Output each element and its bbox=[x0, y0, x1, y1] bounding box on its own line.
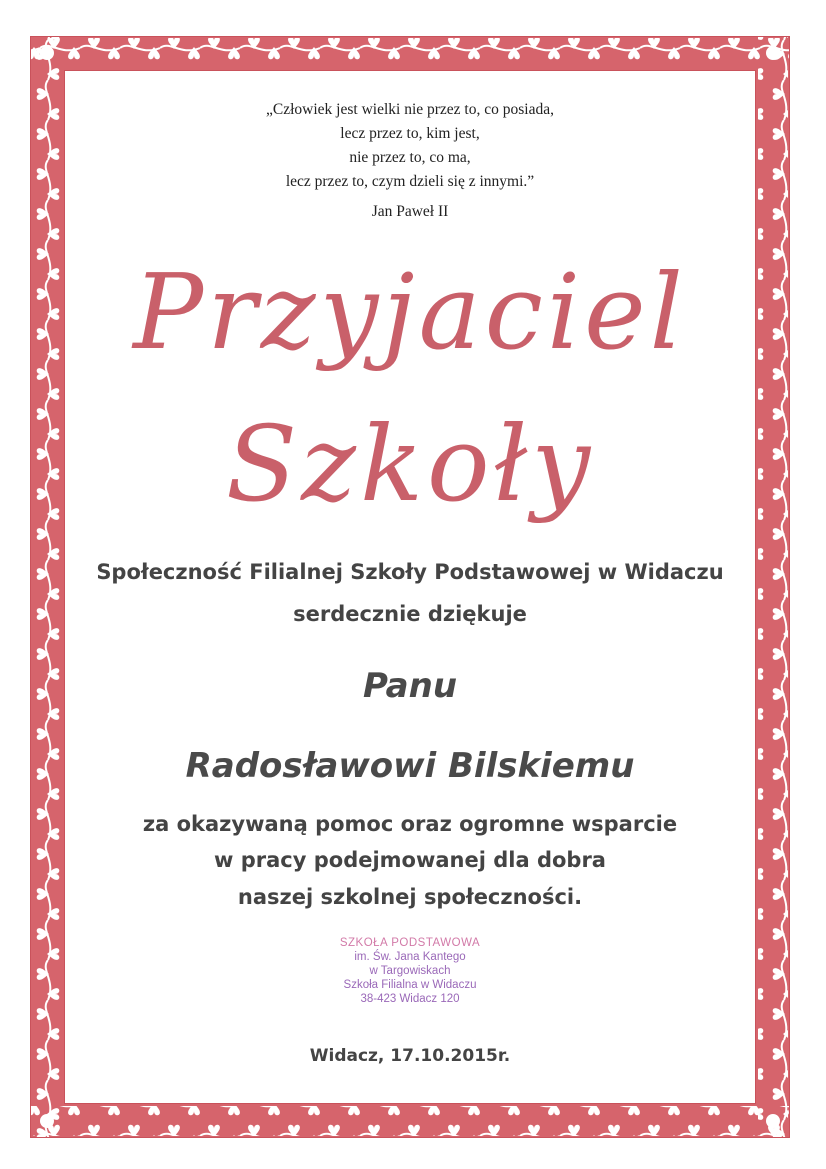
stamp-line: SZKOŁA PODSTAWOWA bbox=[339, 937, 481, 949]
quote-line: lecz przez to, kim jest, bbox=[340, 125, 480, 142]
quote-line: nie przez to, co ma, bbox=[349, 149, 471, 166]
stamp-line: 38-423 Widacz 120 bbox=[360, 993, 460, 1005]
thanks-text-line: za okazywaną pomoc oraz ogromne wsparcie bbox=[142, 812, 678, 836]
stamp-line: im. Św. Jana Kantego bbox=[354, 951, 466, 963]
community-line: Społeczność Filialnej Szkoły Podstawowej w Widaczu bbox=[96, 560, 724, 584]
certificate-content bbox=[66, 70, 754, 1106]
school-stamp bbox=[66, 936, 754, 1006]
salutation: Panu bbox=[362, 666, 458, 706]
title-line-1: Przyjaciel bbox=[133, 251, 687, 373]
recipient-name: Radosławowi Bilskiemu bbox=[185, 746, 635, 786]
thanks-text-line: w pracy podejmowanej dla dobra bbox=[214, 848, 606, 872]
quote bbox=[66, 98, 754, 194]
quote-line: lecz przez to, czym dzieli się z innymi.” bbox=[285, 173, 535, 190]
quote-line: „Człowiek jest wielki nie przez to, co posiada, bbox=[266, 101, 554, 118]
title-line-2: Szkoły bbox=[225, 403, 595, 525]
thanks-text-line: naszej szkolnej społeczności. bbox=[237, 885, 583, 909]
stamp-line: Szkoła Filialna w Widaczu bbox=[343, 979, 477, 991]
quote-author: Jan Paweł II bbox=[371, 203, 449, 220]
stamp-line: w Targowiskach bbox=[369, 965, 451, 977]
date: Widacz, 17.10.2015r. bbox=[309, 1046, 511, 1066]
thanks-line: serdecznie dziękuje bbox=[293, 602, 527, 626]
